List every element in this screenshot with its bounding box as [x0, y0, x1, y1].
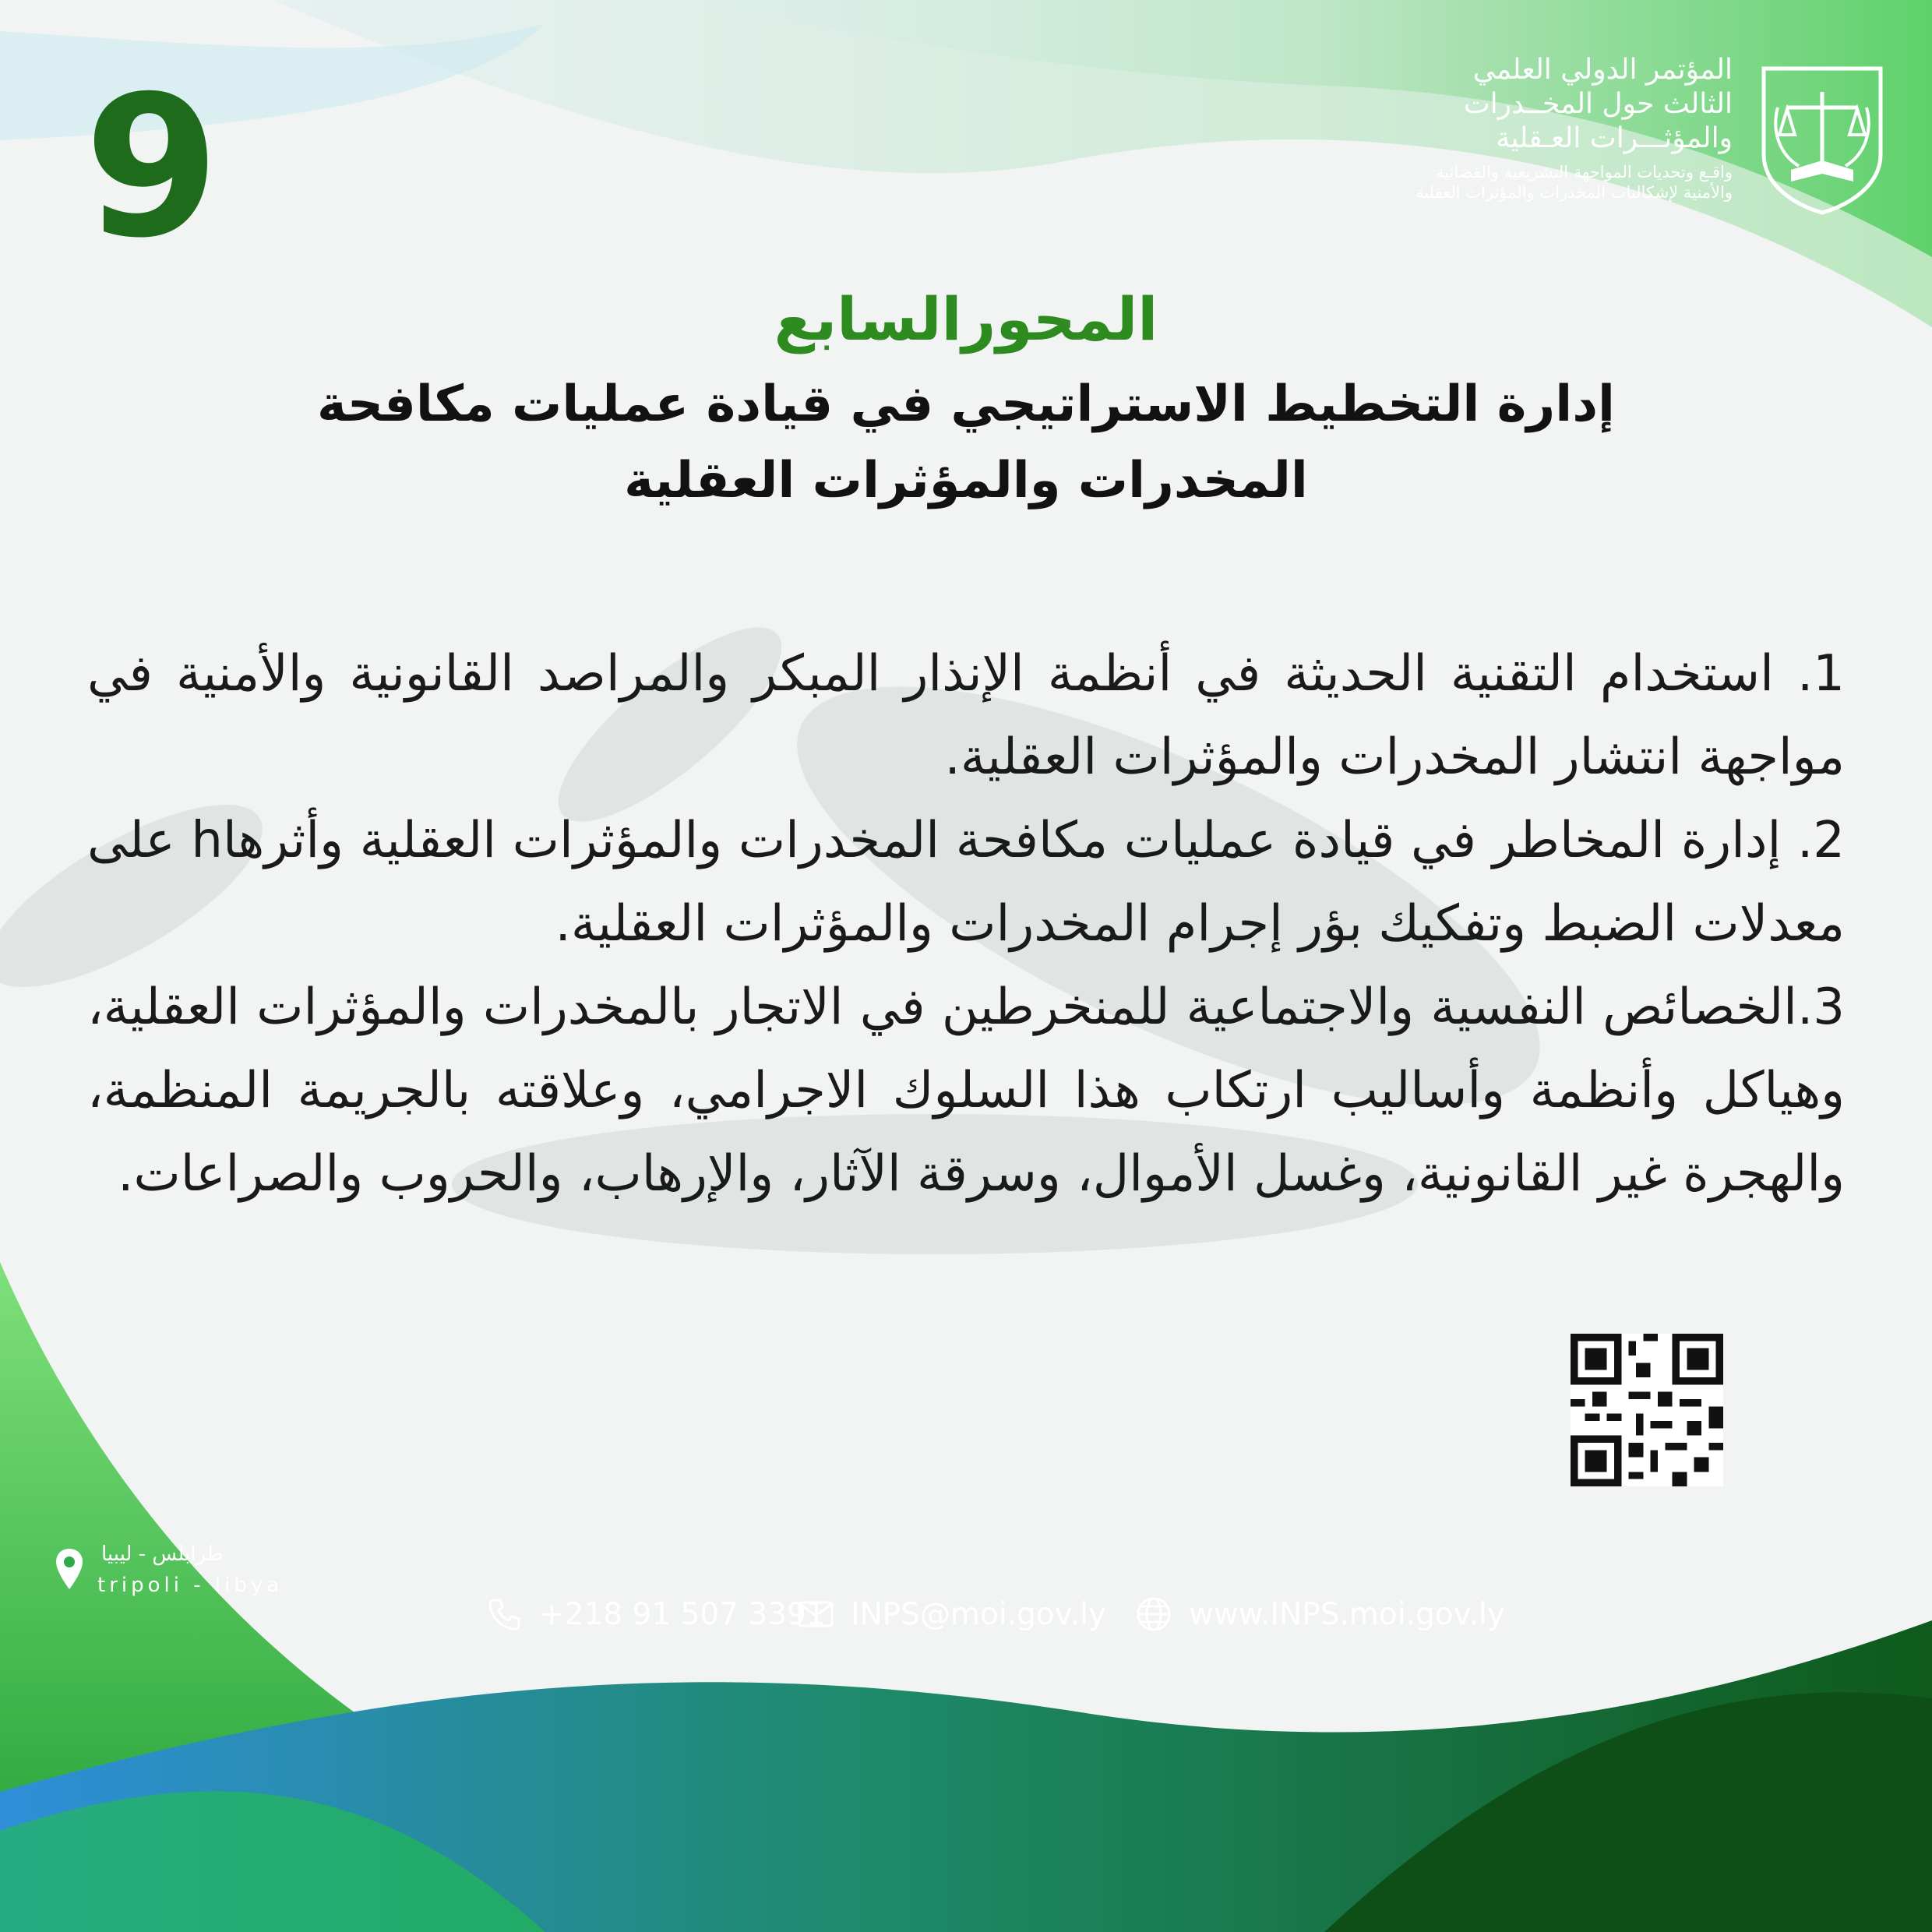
conference-logo: [1359, 53, 1888, 232]
axis-title: المحورالسابع: [774, 284, 1158, 354]
axis-subtitle: إدارة التخطيط الاستراتيجي في قيادة عمليات مكافحة المخدرات والمؤثرات العقلية: [317, 375, 1615, 509]
website-contact[interactable]: [1136, 1583, 1505, 1645]
list-item: 3.الخصائص النفسية والاجتماعية للمنخرطين في الاتجار بالمخدرات والمؤثرات العقلية، وهياكل وأنظمة وأساليب ارتكاب هذا السلوك الاجرامي، وعلاقته بالجريمة المنظمة، والهجرة غير القانونية، وغسل الأموال، وسرقة الآثار، والإرهاب، والحروب والصراعات.: [87, 978, 1845, 1203]
list-item: 2. إدارة المخاطر في قيادة عمليات مكافحة المخدرات والمؤثرات العقلية وأثرهاh على معدلات الضبط وتفكيك بؤر إجرام المخدرات والمؤثرات العقلية.: [87, 812, 1846, 953]
axis-items-list: [87, 633, 1845, 1216]
page-number: 9: [84, 54, 220, 280]
list-item: 1. استخدام التقنية الحديثة في أنظمة الإنذار المبكر والمراصد القانونية والأمنية في مواجهة انتشار المخدرات والمؤثرات العقلية.: [87, 645, 1845, 786]
map-pin-icon: [55, 1547, 84, 1591]
email-contact[interactable]: [798, 1583, 1106, 1645]
phone-number: +218 91 507 3391: [539, 1596, 826, 1632]
email-address: INPS@moi.gov.ly: [851, 1596, 1107, 1632]
scales-of-justice-emblem-icon: [1756, 61, 1888, 217]
globe-icon: [1136, 1596, 1172, 1632]
logo-text: [1359, 53, 1733, 203]
qr-code[interactable]: [1571, 1334, 1723, 1486]
logo-title: المؤتمر الدولي العلمي الثالث حول المخــدرات والمؤثـــرات العـقلية: [1463, 54, 1733, 154]
location-english: tripoli - libya: [97, 1574, 284, 1597]
website-url: www.INPS.moi.gov.ly: [1189, 1596, 1505, 1632]
phone-contact[interactable]: [488, 1583, 826, 1645]
logo-tagline: واقـع وتحديات المواجهة التشريعية والقضائية والأمنية لإشكاليات المخدرات والمؤثرات العقلية: [1416, 163, 1733, 202]
location-arabic: طرابلس - ليبيا: [101, 1542, 224, 1566]
phone-icon: [488, 1597, 522, 1631]
email-icon: [798, 1601, 834, 1627]
